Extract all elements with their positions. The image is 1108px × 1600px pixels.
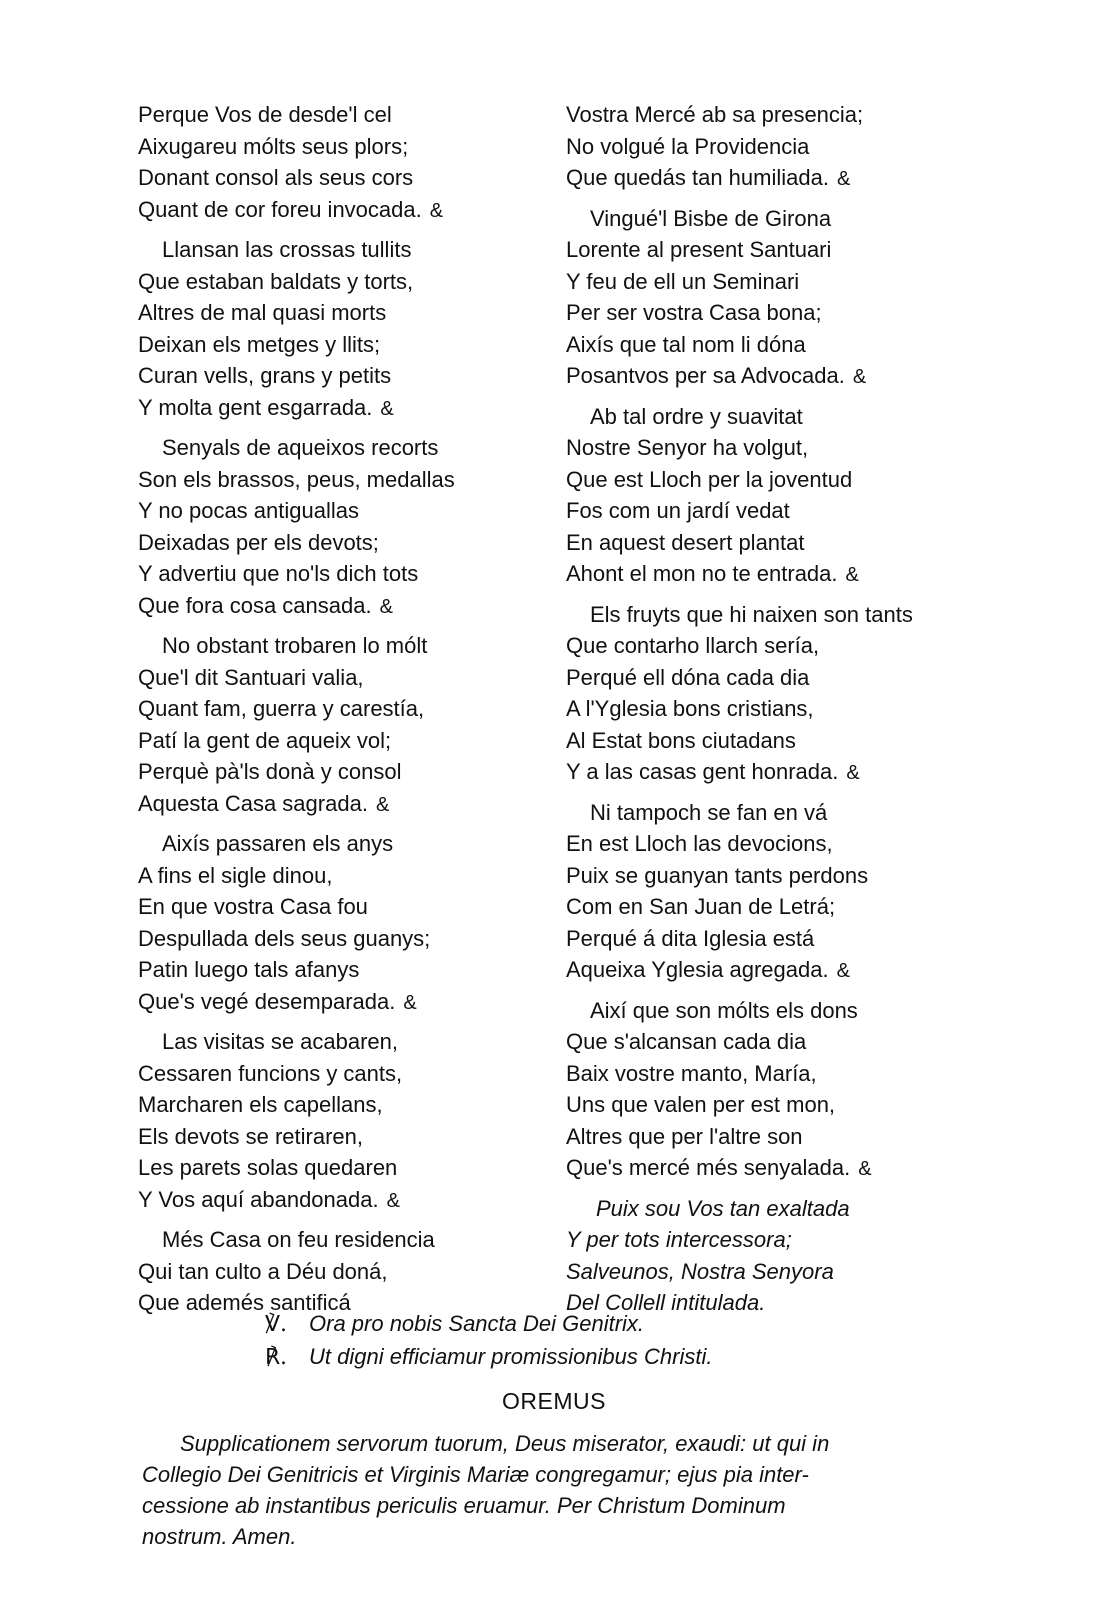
versicle-text: Ora pro nobis Sancta Dei Genitrix. <box>309 1311 645 1336</box>
verse-text: Que est Lloch per la joventud <box>566 466 853 492</box>
verse-text: Y molta gent esgarrada. <box>138 394 373 420</box>
stanza <box>566 203 986 392</box>
verse-text: Salveunos, Nostra Senyora <box>566 1258 834 1284</box>
refrain-mark: & <box>379 595 393 618</box>
verse-text: Així que son mólts els dons <box>590 997 858 1023</box>
verse-line <box>138 131 538 163</box>
prayer-line: cessione ab instantibus periculis eruamur. Per Christum Dominum <box>142 1493 786 1518</box>
verse-line <box>566 756 986 788</box>
verse-line <box>566 891 986 923</box>
verse-text: Patin luego tals afanys <box>138 957 360 982</box>
verse-line <box>138 891 538 923</box>
verse-text: Perqué ell dóna cada dia <box>566 664 810 690</box>
verse-text: Puix sou Vos tan exaltada <box>596 1195 850 1221</box>
verse-text: Les parets solas quedaren <box>138 1155 398 1180</box>
verse-text: Llansan las crossas tullits <box>162 237 412 262</box>
left-column <box>138 99 538 1328</box>
verse-text: Aquesta Casa sagrada. <box>138 790 368 816</box>
verse-line <box>566 954 986 986</box>
verse-text: Els devots se retiraren, <box>138 1123 363 1149</box>
verse-line <box>138 986 538 1018</box>
stanza <box>138 99 538 225</box>
verse-line <box>566 995 986 1027</box>
verse-text: En que vostra Casa fou <box>138 894 368 919</box>
refrain-mark: & <box>845 564 859 586</box>
verse-line <box>138 693 538 725</box>
verse-line <box>566 1193 986 1225</box>
oremus-prayer <box>142 1428 957 1552</box>
verse-text: Que ademés santificá <box>138 1290 351 1315</box>
right-column <box>566 99 986 1328</box>
verse-line <box>138 630 538 662</box>
verse-text: Marcharen els capellans, <box>138 1092 383 1117</box>
verse-text: Que estaban baldats y torts, <box>138 268 414 294</box>
verse-text: Que contarho llarch sería, <box>566 633 820 658</box>
stanza <box>566 1193 986 1319</box>
verse-line <box>566 860 986 892</box>
refrain-mark: & <box>836 960 850 982</box>
verse-text: Els fruyts que hi naixen son tants <box>590 601 913 627</box>
stanza <box>566 99 986 194</box>
verse-text: Lorente al present Santuari <box>566 237 832 262</box>
verse-line <box>138 464 538 496</box>
verse-line <box>138 954 538 986</box>
verse-line <box>566 329 986 361</box>
verse-text: Uns que valen per est mon, <box>566 1092 836 1117</box>
stanza <box>138 630 538 819</box>
verse-line <box>566 662 986 694</box>
verse-text: Que's mercé més senyalada. <box>566 1155 851 1180</box>
verse-text: Més Casa on feu residencia <box>162 1227 435 1252</box>
prayer-line: Collegio Dei Genitricis et Virginis Mariæ congregamur; ejus pia inter- <box>142 1462 809 1487</box>
verse-line <box>566 1121 986 1153</box>
verse-text: Per ser vostra Casa bona; <box>566 300 822 325</box>
verse-text: Que fora cosa cansada. <box>138 592 372 618</box>
verse-line <box>566 1224 986 1256</box>
verse-text: Com en San Juan de Letrá; <box>566 894 836 919</box>
verse-text: Nostre Senyor ha volgut, <box>566 435 809 460</box>
verse-line <box>566 162 986 194</box>
verse-text: Perquè pà'ls donà y consol <box>138 759 402 784</box>
verse-text: Y a las casas gent honrada. <box>566 759 839 784</box>
verse-line <box>138 1152 538 1184</box>
verse-line <box>138 266 538 298</box>
verse-text: Las visitas se acabaren, <box>162 1029 399 1054</box>
verse-line <box>566 1256 986 1288</box>
verse-text: Quant fam, guerra y carestía, <box>138 696 425 721</box>
verse-text: Altres de mal quasi morts <box>138 300 387 325</box>
prayer-line: nostrum. Amen. <box>142 1524 297 1549</box>
verse-text: Y advertiu que no'ls dich tots <box>138 561 419 586</box>
verse-text: Son els brassos, peus, medallas <box>138 466 455 492</box>
verse-line <box>138 297 538 329</box>
prayer-line: Supplicationem servorum tuorum, Deus miserator, exaudi: ut qui in <box>180 1431 830 1456</box>
verse-text: A fins el sigle dinou, <box>138 862 333 888</box>
verse-text: Despullada dels seus guanys; <box>138 925 431 951</box>
verse-line <box>138 590 538 622</box>
verse-line <box>138 392 538 424</box>
verse-line <box>138 234 538 266</box>
verse-text: Posantvos per sa Advocada. <box>566 363 845 388</box>
versicle-row <box>265 1308 965 1341</box>
verse-text: Ab tal ordre y suavitat <box>590 403 803 429</box>
verse-text: Deixadas per els devots; <box>138 529 379 555</box>
verse-line <box>138 1184 538 1216</box>
stanza <box>138 234 538 423</box>
verse-line <box>566 99 986 131</box>
verse-text: Que quedás tan humiliada. <box>566 165 829 190</box>
verse-text: Aixís passaren els anys <box>162 831 394 856</box>
verse-line <box>138 432 538 464</box>
verse-text: En aquest desert plantat <box>566 529 805 555</box>
verse-line <box>566 527 986 559</box>
verse-text: Fos com un jardí vedat <box>566 498 790 523</box>
verse-line <box>566 599 986 631</box>
verse-text: Aqueixa Yglesia agregada. <box>566 957 829 982</box>
verse-line <box>566 725 986 757</box>
verse-text: Baix vostre manto, María, <box>566 1060 817 1086</box>
verse-text: Qui tan culto a Déu doná, <box>138 1258 388 1284</box>
verse-line <box>138 360 538 392</box>
verse-text: Que's vegé desemparada. <box>138 988 396 1014</box>
verse-text: Del Collell intitulada. <box>566 1290 766 1315</box>
verse-line <box>566 464 986 496</box>
refrain-mark: & <box>386 1189 400 1212</box>
verse-text: Que'l dit Santuari valia, <box>138 664 364 690</box>
verse-line <box>566 693 986 725</box>
refrain-mark: & <box>858 1158 872 1180</box>
refrain-mark: & <box>380 397 394 420</box>
verse-line <box>566 797 986 829</box>
stanza <box>566 599 986 788</box>
stanza <box>138 1224 538 1319</box>
verse-text: Al Estat bons ciutadans <box>566 727 796 753</box>
refrain-mark: & <box>375 793 390 816</box>
verse-line <box>566 360 986 392</box>
verse-line <box>566 1026 986 1058</box>
verse-text: Que s'alcansan cada dia <box>566 1029 807 1054</box>
verse-line <box>138 1224 538 1256</box>
stanza <box>566 797 986 986</box>
verse-text: Donant consol als seus cors <box>138 165 414 190</box>
verse-line <box>566 630 986 662</box>
verse-text: En est Lloch las devocions, <box>566 831 833 856</box>
verse-line <box>138 662 538 694</box>
verse-text: Y no pocas antiguallas <box>138 498 359 523</box>
refrain-mark: & <box>852 366 867 388</box>
verse-text: Y per tots intercessora; <box>566 1227 792 1252</box>
verse-text: Patí la gent de aqueix vol; <box>138 727 392 753</box>
stanza <box>138 432 538 621</box>
verse-line <box>138 558 538 590</box>
refrain-mark: & <box>836 168 851 190</box>
verse-line <box>138 1026 538 1058</box>
refrain-mark: & <box>429 199 444 222</box>
verse-line <box>138 162 538 194</box>
verse-line <box>566 923 986 955</box>
verse-text: Perqué á dita Iglesia está <box>566 925 815 951</box>
verse-line <box>566 1152 986 1184</box>
verse-text: Senyals de aqueixos recorts <box>162 435 439 460</box>
verse-line <box>138 495 538 527</box>
verse-line <box>138 1058 538 1090</box>
response-row <box>265 1341 965 1374</box>
verse-line <box>566 131 986 163</box>
stanza <box>138 828 538 1017</box>
verse-text: Ahont el mon no te entrada. <box>566 561 838 586</box>
stanza <box>138 1026 538 1215</box>
stanza <box>566 401 986 590</box>
verse-line <box>138 860 538 892</box>
verse-line <box>138 923 538 955</box>
verse-line <box>566 266 986 298</box>
verse-line <box>138 1121 538 1153</box>
verse-line <box>138 725 538 757</box>
verse-text: Altres que per l'altre son <box>566 1123 803 1149</box>
verse-line <box>138 194 538 226</box>
verse-text: Aixís que tal nom li dóna <box>566 331 806 357</box>
versicles <box>265 1308 965 1374</box>
verse-text: Quant de cor foreu invocada. <box>138 196 422 222</box>
verse-text: Puix se guanyan tants perdons <box>566 862 869 888</box>
verse-line <box>138 99 538 131</box>
verse-line <box>566 297 986 329</box>
verse-line <box>138 527 538 559</box>
response-symbol: ℟. <box>265 1345 288 1370</box>
verse-text: No volgué la Providencia <box>566 133 810 159</box>
refrain-mark: & <box>403 991 417 1014</box>
verse-line <box>566 234 986 266</box>
verse-line <box>566 203 986 235</box>
verse-text: Cessaren funcions y cants, <box>138 1060 403 1086</box>
oremus-heading: OREMUS <box>502 1388 606 1414</box>
verse-line <box>138 329 538 361</box>
verse-line <box>138 756 538 788</box>
verse-text: Deixan els metges y llits; <box>138 331 381 357</box>
verse-text: Y Vos aquí abandonada. <box>138 1186 379 1212</box>
verse-line <box>566 432 986 464</box>
refrain-mark: & <box>846 762 860 784</box>
verse-line <box>566 1089 986 1121</box>
verse-line <box>566 558 986 590</box>
verse-line <box>138 1089 538 1121</box>
verse-text: Ni tampoch se fan en vá <box>590 799 828 825</box>
verse-line <box>138 788 538 820</box>
verse-text: Y feu de ell un Seminari <box>566 268 800 294</box>
verse-line <box>566 828 986 860</box>
verse-line <box>566 401 986 433</box>
verse-line <box>566 495 986 527</box>
verse-text: Vostra Mercé ab sa presencia; <box>566 102 864 127</box>
verse-text: No obstant trobaren lo mólt <box>162 633 428 658</box>
versicle-symbol: ℣. <box>265 1312 288 1337</box>
verse-text: Perque Vos de desde'l cel <box>138 102 392 127</box>
verse-text: Aixugareu mólts seus plors; <box>138 133 409 159</box>
verse-line <box>566 1058 986 1090</box>
verse-text: A l'Yglesia bons cristians, <box>566 696 814 721</box>
verse-text: Vingué'l Bisbe de Girona <box>590 205 832 231</box>
stanza <box>566 995 986 1184</box>
response-text: Ut digni efficiamur promissionibus Christi. <box>309 1344 713 1369</box>
verse-line <box>138 828 538 860</box>
verse-line <box>138 1256 538 1288</box>
verse-text: Curan vells, grans y petits <box>138 363 392 388</box>
